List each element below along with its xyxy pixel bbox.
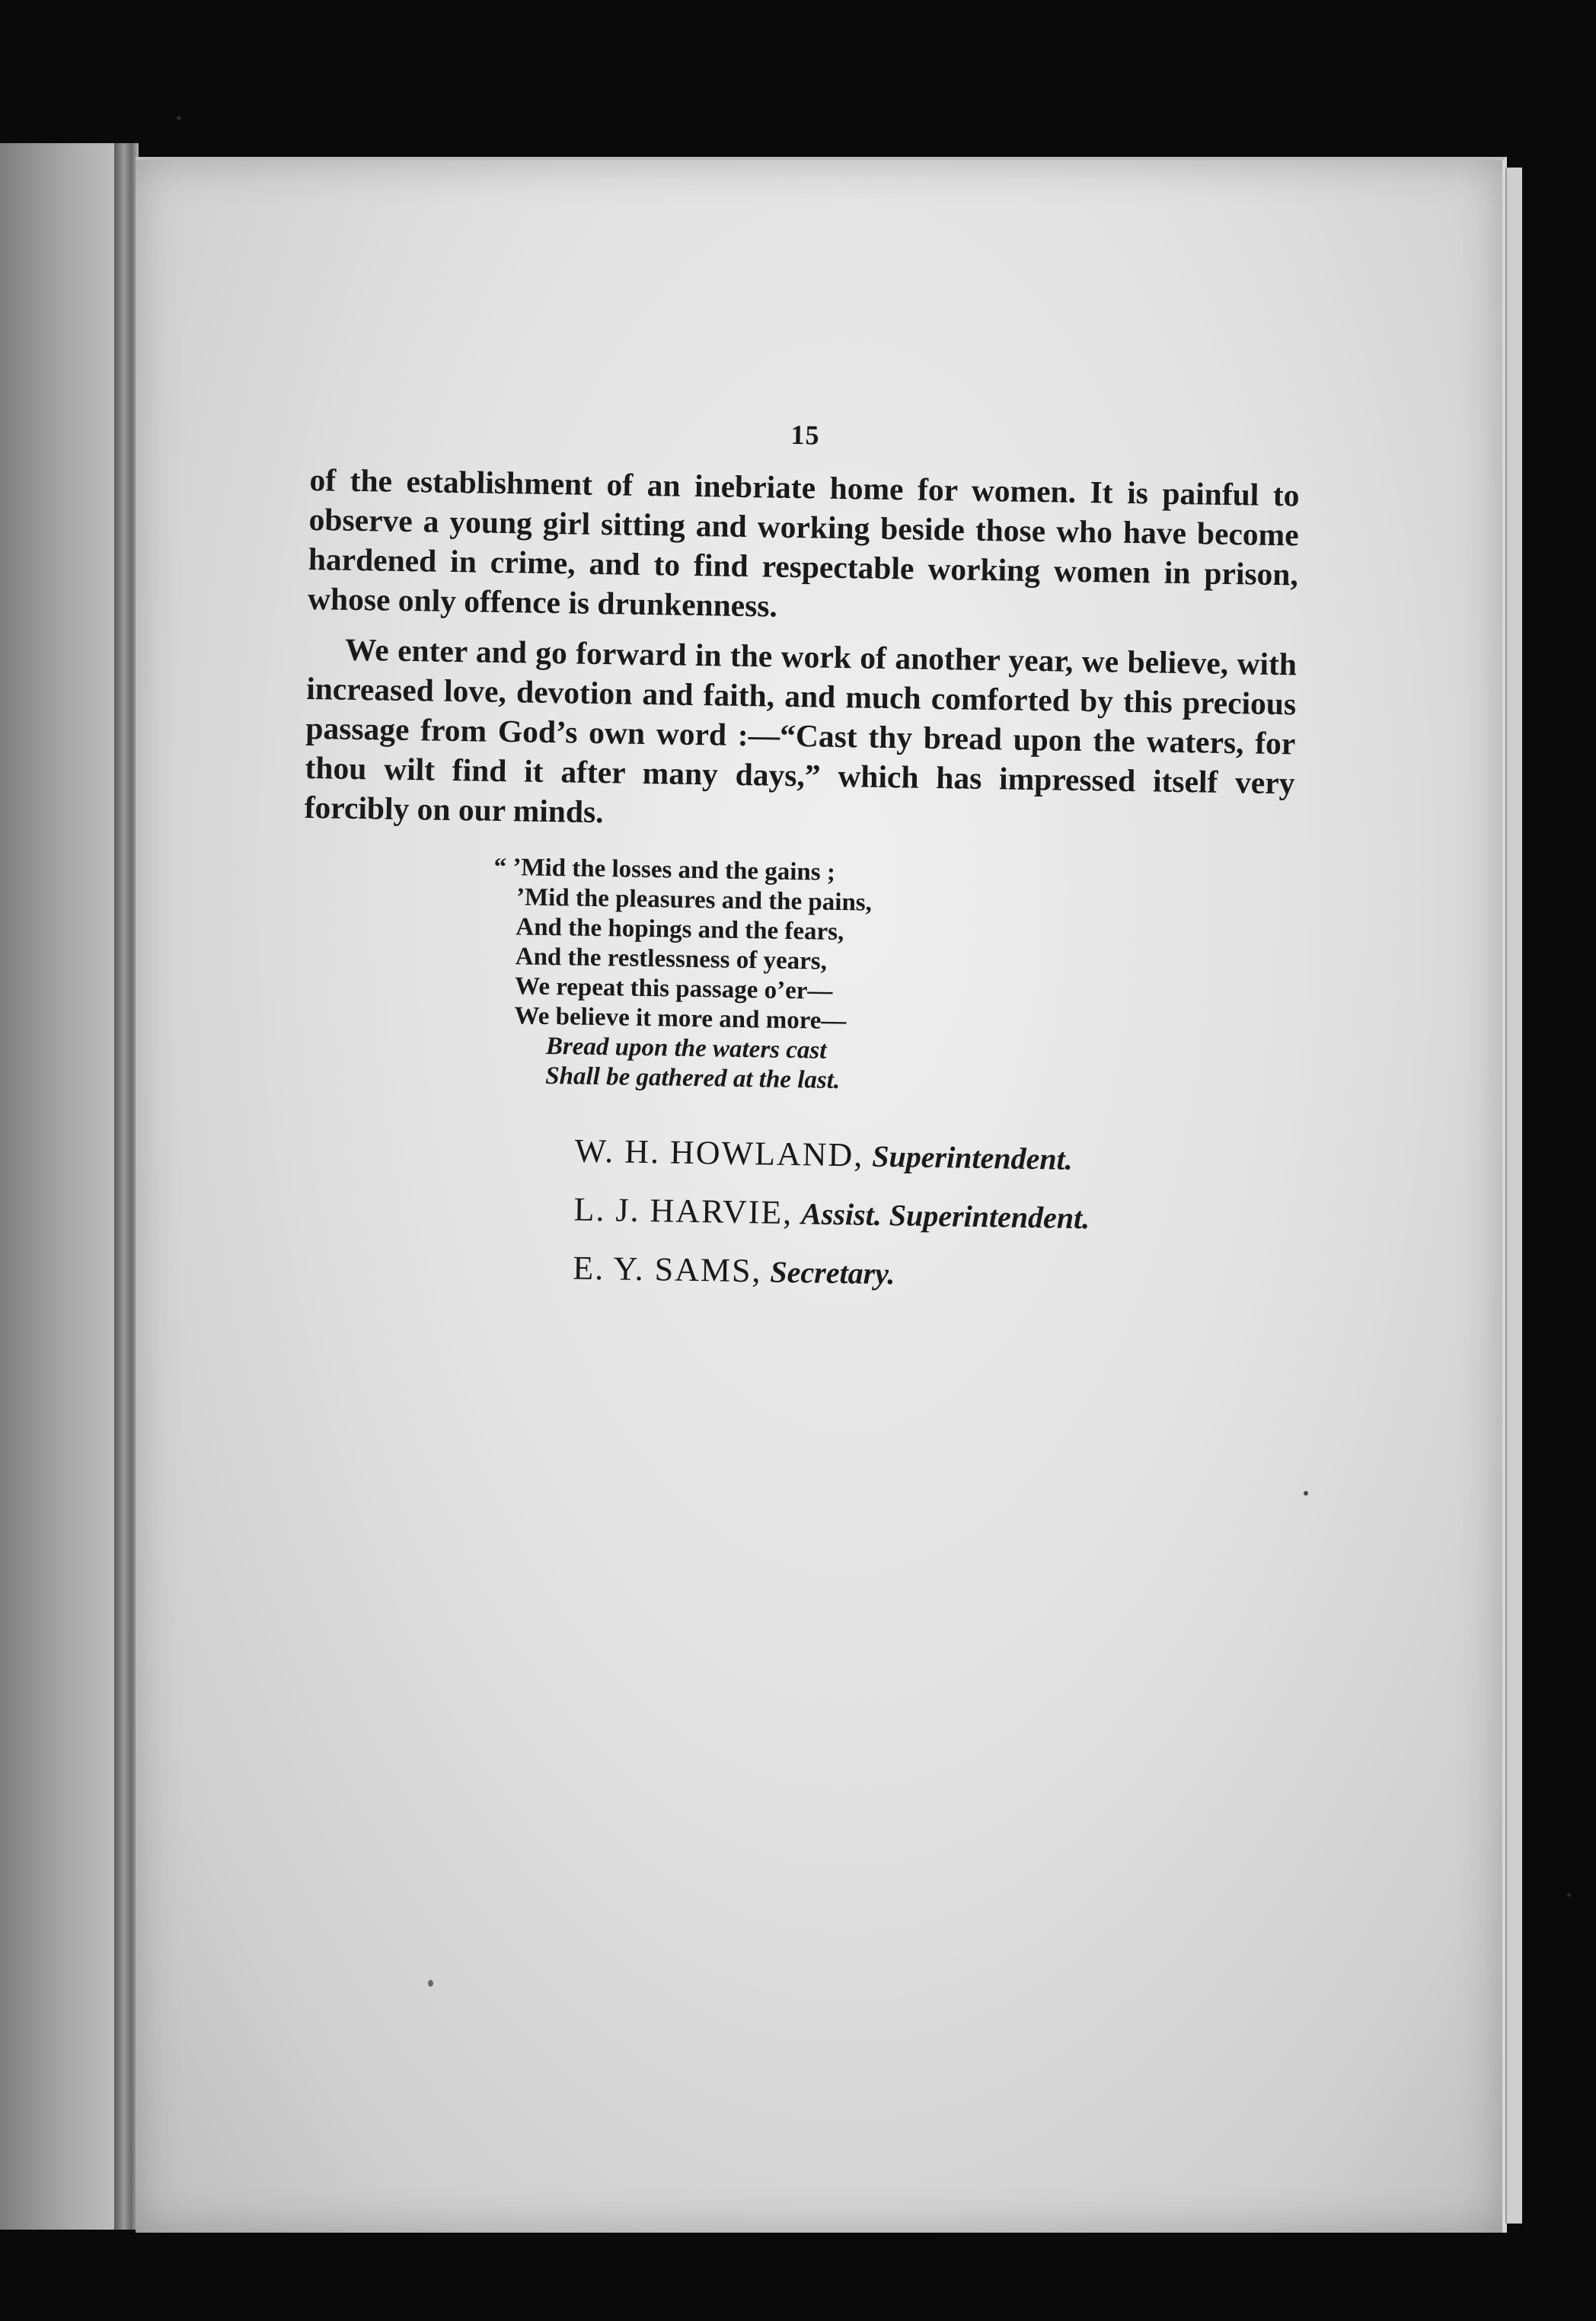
poem-line: Shall be gathered at the last.: [545, 1062, 841, 1095]
signatory-name: E. Y. SAMS,: [572, 1249, 762, 1290]
poem-line: ’Mid the pleasures and the pains,: [516, 883, 873, 917]
paragraph: We enter and go forward in the work of another year, we believe, with increased love, devotion and faith, and much comforted by this precious passage from God’s own word :—“Cast thy bread upon the waters, for thou wilt find it after many days,” which has impressed itself very forcibly on our minds.: [304, 631, 1298, 830]
paragraph: of the establishment of an inebriate home for women. It is painful to observe a young girl sitting and working beside those who have become hardened in crime, and to find respectable working women in prison, whose only offence is drunkenness.: [307, 461, 1300, 624]
signature-line: [574, 1122, 1289, 1192]
page-content: [297, 411, 1301, 1309]
poem-line: “ ’Mid the losses and the gains ;: [493, 853, 836, 886]
poem-line: And the hopings and the fears,: [516, 913, 844, 947]
dust-speck: [177, 116, 181, 120]
page-edge: [1505, 168, 1522, 2224]
poem-line: We believe it more and more—: [514, 1002, 847, 1036]
signatory-role: Superintendent.: [871, 1138, 1074, 1176]
poem-line: And the restlessness of years,: [515, 943, 828, 975]
signatory-role: Secretary.: [770, 1254, 895, 1291]
page-number: 15: [790, 419, 820, 451]
signature-line: [573, 1240, 1288, 1310]
signatory-name: L. J. HARVIE,: [573, 1190, 793, 1232]
facing-page-edge: [0, 143, 126, 2230]
dust-speck: [428, 1980, 433, 1987]
signatory-role: Assist. Superintendent.: [800, 1196, 1090, 1236]
poem-line: Bread upon the waters cast: [545, 1032, 827, 1065]
poem-line: We repeat this passage o’er—: [514, 972, 833, 1005]
signature-block: [573, 1122, 1290, 1310]
poem: [493, 853, 1294, 1103]
signature-line: [573, 1181, 1288, 1251]
dust-speck: [1304, 1491, 1308, 1496]
dust-speck: [1567, 1893, 1571, 1897]
signatory-name: W. H. HOWLAND,: [574, 1132, 864, 1174]
